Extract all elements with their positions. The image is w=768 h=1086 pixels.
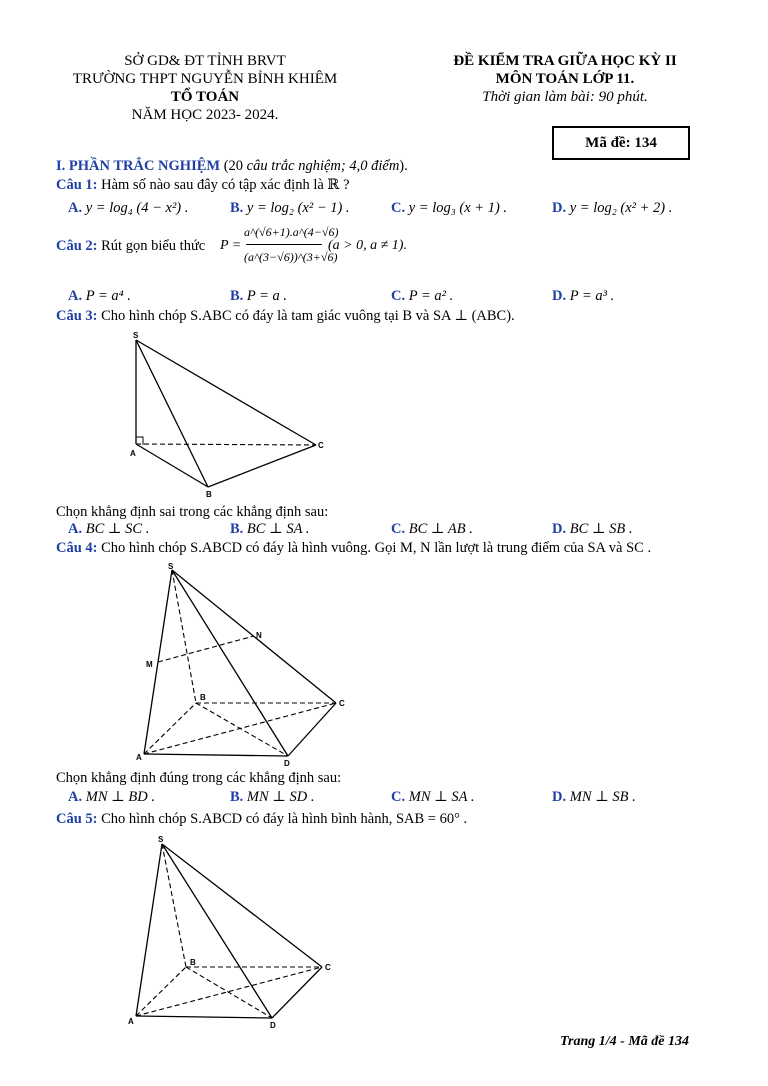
option-text: P = a⁴ . — [85, 288, 131, 304]
vertex-label: A — [130, 449, 136, 458]
question-text: Rút gọn biểu thức — [101, 238, 206, 254]
question-label: Câu 5: — [56, 811, 98, 827]
vertex-label: D — [270, 1021, 276, 1030]
vertex-label: B — [190, 958, 196, 967]
section-note-open: (20 — [220, 158, 247, 174]
q1-option-d — [552, 200, 672, 217]
option-label: D. — [552, 288, 567, 304]
vertex-label: A — [128, 1017, 134, 1026]
option-label: B. — [230, 200, 244, 216]
question-2 — [56, 238, 205, 255]
question-text: Cho hình chóp S.ABCD có đáy là hình vuông. Gọi M, N lần lượt là trung điểm của SA và SC . — [101, 540, 652, 556]
vertex-label: A — [136, 753, 142, 762]
question-4 — [56, 540, 651, 557]
q4-option-c — [391, 789, 474, 806]
q4-option-d — [552, 789, 636, 806]
group-line: TỔ TOÁN — [170, 89, 240, 105]
option-label: B. — [230, 789, 244, 805]
question-label: Câu 4: — [56, 540, 98, 556]
vertex-label: S — [168, 562, 174, 571]
section-note: câu trắc nghiệm; 4,0 điểm — [246, 158, 400, 174]
option-text: P = a² . — [408, 288, 454, 304]
q3-option-d — [552, 521, 633, 538]
option-label: B. — [230, 288, 244, 304]
option-label: D. — [552, 521, 567, 537]
page-footer: Trang 1/4 - Mã đề 134 — [560, 1034, 689, 1049]
option-label: C. — [391, 789, 406, 805]
question-5 — [56, 811, 467, 828]
option-text: P = a³ . — [569, 288, 615, 304]
q2-option-c — [391, 288, 453, 305]
q3-option-a — [68, 521, 149, 538]
option-label: A. — [68, 789, 83, 805]
school-header — [40, 52, 370, 124]
option-text: BC ⊥ SB . — [569, 521, 633, 537]
exam-title: ĐỀ KIỂM TRA GIỮA HỌC KỲ II — [453, 53, 677, 69]
q4-option-a — [68, 789, 155, 806]
vertex-label: C — [339, 699, 345, 708]
option-label: C. — [391, 200, 406, 216]
school-line: TRƯỜNG THPT NGUYỄN BỈNH KHIÊM — [72, 71, 338, 87]
question-text: Cho hình chóp S.ABCD có đáy là hình bình hành, SAB = 60° . — [101, 811, 468, 827]
question-label: Câu 3: — [56, 308, 98, 324]
option-label: A. — [68, 200, 83, 216]
vertex-label: S — [133, 331, 139, 340]
q2-option-b — [230, 288, 287, 305]
q2-denominator: (a^(3−√6))^(3+√6) — [244, 250, 338, 264]
section-note-close: ). — [399, 158, 408, 174]
option-text: BC ⊥ SA . — [246, 521, 310, 537]
vertex-label: C — [318, 441, 324, 450]
vertex-label: C — [325, 963, 331, 972]
year-line: NĂM HỌC 2023- 2024. — [131, 107, 279, 123]
option-text: BC ⊥ SC . — [85, 521, 150, 537]
option-text: y = log₃ (x + 1) . — [408, 200, 508, 216]
vertex-label: N — [256, 631, 262, 640]
exam-header — [400, 52, 730, 106]
vertex-label: D — [284, 759, 290, 768]
q3-pyramid-figure — [120, 328, 340, 500]
q2-expr-lhs: P = — [220, 238, 242, 253]
option-text: MN ⊥ SD . — [246, 789, 315, 805]
q1-option-c — [391, 200, 507, 217]
q1-option-a — [68, 200, 188, 217]
q2-option-a — [68, 288, 131, 305]
question-text: Hàm số nào sau đây có tập xác định là ℝ ? — [101, 177, 350, 193]
option-label: D. — [552, 200, 567, 216]
section-heading — [56, 158, 408, 175]
option-label: A. — [68, 521, 83, 537]
q3-option-b — [230, 521, 309, 538]
q4-option-b — [230, 789, 315, 806]
vertex-label: B — [200, 693, 206, 702]
q2-condition: (a > 0, a ≠ 1). — [328, 238, 407, 253]
option-label: A. — [68, 288, 83, 304]
q2-numerator: a^(√6+1).a^(4−√6) — [244, 225, 339, 239]
option-text: y = log₂ (x² − 1) . — [246, 200, 350, 216]
subject-line: MÔN TOÁN LỚP 11. — [495, 71, 635, 87]
option-text: P = a . — [246, 288, 288, 304]
vertex-label: M — [146, 660, 153, 669]
option-text: MN ⊥ SB . — [569, 789, 636, 805]
option-label: C. — [391, 288, 406, 304]
q2-option-d — [552, 288, 614, 305]
option-label: C. — [391, 521, 406, 537]
q3-option-c — [391, 521, 473, 538]
vertex-label: B — [206, 490, 212, 499]
question-label: Câu 1: — [56, 177, 98, 193]
vertex-label: S — [158, 835, 164, 844]
option-text: MN ⊥ BD . — [85, 789, 155, 805]
q4-pyramid-figure — [130, 560, 360, 770]
option-label: D. — [552, 789, 567, 805]
option-label: B. — [230, 521, 244, 537]
question-1 — [56, 177, 350, 194]
option-text: MN ⊥ SA . — [408, 789, 475, 805]
option-text: BC ⊥ AB . — [408, 521, 473, 537]
q5-pyramid-figure — [120, 832, 350, 1037]
question-label: Câu 2: — [56, 238, 98, 254]
q3-prompt: Chọn khẳng định sai trong các khẳng định sau: — [56, 504, 329, 520]
option-text: y = log₂ (x² + 2) . — [569, 200, 673, 216]
exam-code-box: Mã đề: 134 — [552, 126, 690, 160]
time-line: Thời gian làm bài: 90 phút. — [482, 89, 648, 105]
q4-prompt: Chọn khẳng định đúng trong các khẳng định sau: — [56, 770, 342, 786]
question-3 — [56, 308, 515, 325]
question-text: Cho hình chóp S.ABC có đáy là tam giác vuông tại B và SA ⊥ (ABC). — [101, 308, 515, 324]
fraction-bar — [246, 244, 322, 245]
section-title: I. PHẦN TRẮC NGHIỆM — [56, 158, 221, 174]
department-line: SỞ GD& ĐT TỈNH BRVT — [124, 53, 286, 69]
option-text: y = log₄ (4 − x²) . — [85, 200, 189, 216]
q1-option-b — [230, 200, 350, 217]
